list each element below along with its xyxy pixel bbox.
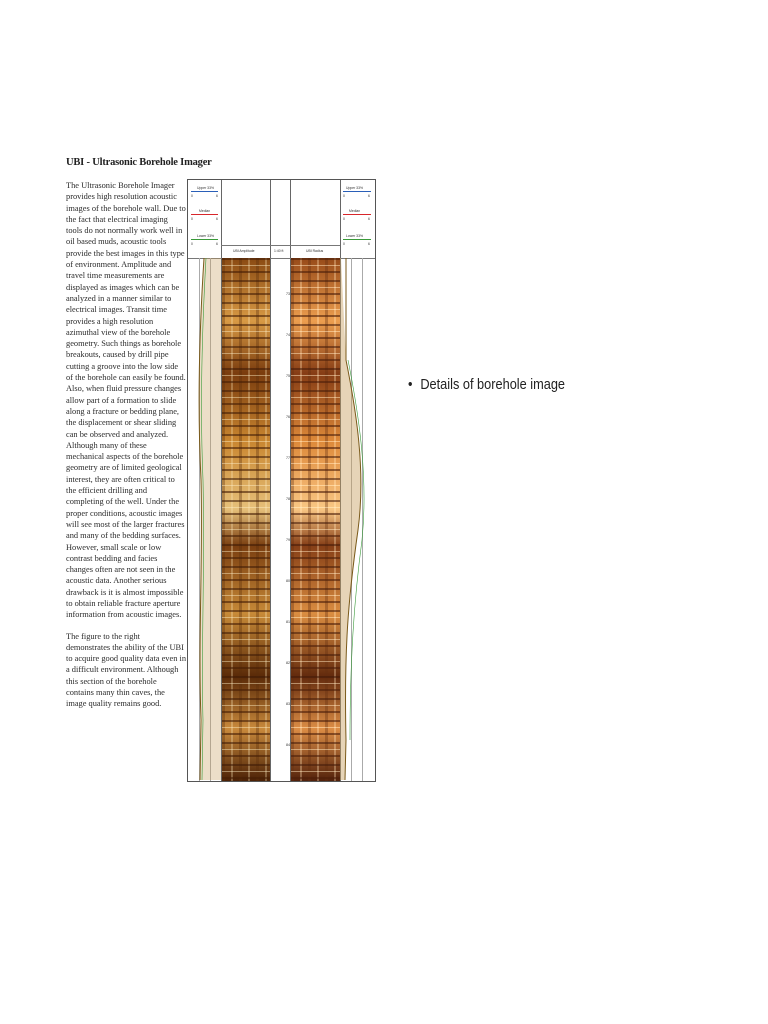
depth-tick-label: 78 [286,497,290,501]
document-title: UBI - Ultrasonic Borehole Imager [66,157,212,168]
body-paragraph-2: The figure to the right demonstrates the ability of the UBI to acquire good quality data even in a difficult environment. Although this section of the borehole contains many thin caves, the image quality remains good. [66,631,187,709]
bullet-item: • Details of borehole image [408,377,566,393]
depth-tick-label: 83 [286,702,290,706]
depth-tick-label: 73 [286,292,290,296]
depth-tick-label: 74 [286,333,290,337]
depth-tick-label: 75 [286,374,290,378]
body-paragraph-1: The Ultrasonic Borehole Imager provides high resolution acoustic images of the borehole wall. Due to the fact that electrical imaging tools do not normally work well in oil based muds, acoustic tools provide the best images in this type of environment. Amplitude and travel time measurements are displayed as images which can be analyzed in a manner similar to electrical images. Transit time provides a high resolution azimuthal view of the borehole geometry. Such things as borehole breakouts, caused by drill pipe cutting a groove into the low side of the borehole can easily be found. Also, when fluid pressure changes allow part of a formation to slide along a fracture or bedding plane, the displacement or shear sliding can be observed and analyzed. Although many of these mechanical aspects of the borehole geometry are of limited geological interest, they are often critical to the efficient drilling and completing of the well. Under the proper conditions, acoustic images will see most of the larger fractures and many of the bedding surfaces. However, small scale or low contrast bedding and facies changes often are not seen in the acoustic data. Another serious drawback is it is almost impossible to obtain reliable fracture aperture information from acoustic images. [66,181,186,620]
left-lower-label: Lower 33% [197,234,214,238]
left-median-label: Median [199,209,211,213]
depth-tick-label: 76 [286,415,290,419]
radius-track-label: UBI Radius [306,249,324,253]
depth-tick-label: 79 [286,538,290,542]
depth-tick-label: 80 [286,579,290,583]
right-upper-label: Upper 33% [346,186,363,190]
depth-tick-label: 81 [286,620,290,624]
depth-tick-label: 82 [286,661,290,665]
depth-tick-label: 84 [286,743,290,747]
statistics-curves [188,180,375,781]
document-body [66,180,186,710]
amplitude-track-label: UBI Amplitude [233,249,255,253]
depth-tick-label: 77 [286,456,290,460]
depth-track-label: 1:40 ft [274,249,284,253]
right-lower-label: Lower 33% [346,234,363,238]
bullet-dot-icon: • [408,377,413,393]
right-median-label: Median [349,209,361,213]
borehole-log-figure: Upper 33% 0 6 Median 0 6 Lower 33% 0 6 Upper 33% 0 6 Median 0 6 Lower 33% 0 6 UBI Amplitude 1:40 ft UBI Radius 73 74 75 76 77 78 79 80 81 82 83 84 [187,179,376,782]
left-upper-label: Upper 33% [197,186,214,190]
